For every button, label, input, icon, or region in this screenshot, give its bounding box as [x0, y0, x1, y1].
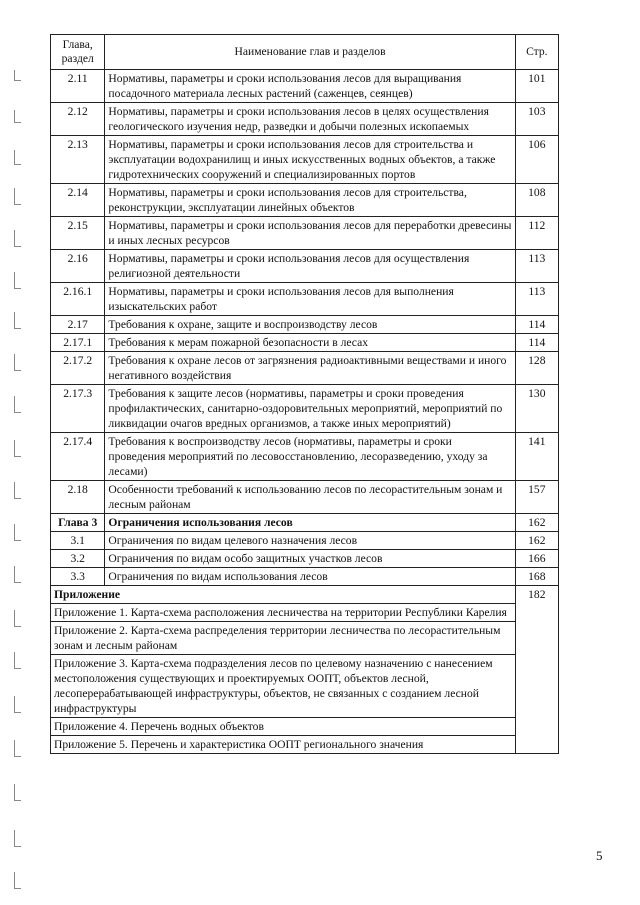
appendix-item: Приложение 1. Карта-схема расположения лесничества на территории Республики Карелия	[51, 604, 516, 622]
row-page: 106	[515, 136, 558, 184]
appendix-item-row	[51, 622, 559, 655]
row-page: 103	[515, 103, 558, 136]
row-num: 2.14	[51, 184, 105, 217]
row-page: 141	[515, 433, 558, 481]
row-title: Ограничения по видам особо защитных участков лесов	[105, 550, 515, 568]
table-row	[51, 433, 559, 481]
appendix-page: 182	[515, 586, 558, 754]
appendix-title: Приложение	[51, 586, 516, 604]
binding-mark	[14, 70, 21, 81]
row-title: Нормативы, параметры и сроки использования лесов в целях осуществления геологического изучения недр, разведки и добычи полезных ископаемых	[105, 103, 515, 136]
binding-mark	[14, 440, 21, 457]
table-row	[51, 316, 559, 334]
binding-mark	[14, 396, 21, 413]
row-page: 157	[515, 481, 558, 514]
table-row	[51, 217, 559, 250]
table-row	[51, 103, 559, 136]
row-num: 2.16.1	[51, 283, 105, 316]
binding-mark	[14, 784, 21, 801]
row-page: 162	[515, 532, 558, 550]
table-of-contents	[50, 34, 559, 754]
table-header-row	[51, 35, 559, 70]
row-num: 2.17.4	[51, 433, 105, 481]
appendix-item-row	[51, 604, 559, 622]
appendix-item-row	[51, 718, 559, 736]
row-page: 130	[515, 385, 558, 433]
row-title: Нормативы, параметры и сроки использования лесов для строительства и эксплуатации водохранилищ и иных искусственных водных объектов, а также гидротехнических сооружений и специализированных портов	[105, 136, 515, 184]
row-page: 168	[515, 568, 558, 586]
row-page: 128	[515, 352, 558, 385]
row-page: 114	[515, 334, 558, 352]
row-title: Ограничения по видам целевого назначения лесов	[105, 532, 515, 550]
binding-mark	[14, 150, 21, 165]
row-title: Требования к воспроизводству лесов (нормативы, параметры и сроки проведения мероприятий по лесовосстановлению, лесоразведению, уходу за лесами)	[105, 433, 515, 481]
appendix-item: Приложение 3. Карта-схема подразделения лесов по целевому назначению с нанесением местоположения существующих и проектируемых ООПТ, объектов лесной, лесоперерабатывающей инфраструктуры, объектов, не связанных с созданием лесной инфраструктуры	[51, 655, 516, 718]
chapter-num: Глава 3	[51, 514, 105, 532]
table-row	[51, 385, 559, 433]
row-page: 112	[515, 217, 558, 250]
binding-mark	[14, 312, 21, 329]
binding-mark	[14, 230, 21, 247]
appendix-row	[51, 586, 559, 604]
row-page: 113	[515, 250, 558, 283]
table-row	[51, 136, 559, 184]
row-title: Требования к охране лесов от загрязнения радиоактивными веществами и иного негативного воздействия	[105, 352, 515, 385]
row-num: 2.17.1	[51, 334, 105, 352]
row-title: Ограничения по видам использования лесов	[105, 568, 515, 586]
binding-mark	[14, 354, 21, 371]
row-title: Требования к охране, защите и воспроизводству лесов	[105, 316, 515, 334]
binding-mark	[14, 696, 21, 713]
row-num: 2.15	[51, 217, 105, 250]
binding-mark	[14, 872, 21, 889]
row-page: 101	[515, 70, 558, 103]
row-num: 2.17.2	[51, 352, 105, 385]
row-num: 2.13	[51, 136, 105, 184]
table-row	[51, 568, 559, 586]
row-page: 166	[515, 550, 558, 568]
row-num: 3.2	[51, 550, 105, 568]
binding-mark	[14, 830, 21, 847]
row-num: 2.11	[51, 70, 105, 103]
row-num: 2.17.3	[51, 385, 105, 433]
row-page: 108	[515, 184, 558, 217]
page-number: 5	[596, 848, 603, 863]
table-row	[51, 532, 559, 550]
row-title: Особенности требований к использованию лесов по лесорастительным зонам и лесным районам	[105, 481, 515, 514]
appendix-item: Приложение 2. Карта-схема распределения территории лесничества по лесорастительным зонам и лесным районам	[51, 622, 516, 655]
table-row	[51, 283, 559, 316]
header-page: Стр.	[515, 35, 558, 70]
binding-mark	[14, 188, 21, 205]
row-num: 3.3	[51, 568, 105, 586]
row-num: 2.16	[51, 250, 105, 283]
header-num: Глава, раздел	[51, 35, 105, 70]
row-num: 2.18	[51, 481, 105, 514]
table-row	[51, 481, 559, 514]
table-row	[51, 250, 559, 283]
row-num: 2.12	[51, 103, 105, 136]
row-page: 113	[515, 283, 558, 316]
binding-mark	[14, 566, 21, 583]
header-title: Наименование глав и разделов	[105, 35, 515, 70]
table-row	[51, 184, 559, 217]
chapter-title: Ограничения использования лесов	[105, 514, 515, 532]
binding-mark	[14, 610, 21, 627]
appendix-item: Приложение 5. Перечень и характеристика ООПТ регионального значения	[51, 736, 516, 754]
table-row	[51, 70, 559, 103]
row-title: Нормативы, параметры и сроки использования лесов для выращивания посадочного материала лесных растений (саженцев, сеянцев)	[105, 70, 515, 103]
table-row	[51, 352, 559, 385]
appendix-item: Приложение 4. Перечень водных объектов	[51, 718, 516, 736]
binding-mark	[14, 652, 21, 669]
binding-mark	[14, 482, 21, 499]
chapter-row	[51, 514, 559, 532]
binding-mark	[14, 110, 21, 123]
row-num: 2.17	[51, 316, 105, 334]
row-title: Требования к защите лесов (нормативы, параметры и сроки проведения профилактических, санитарно-оздоровительных мероприятий, мероприятий по ликвидации очагов вредных организмов, а также иных мероприятий)	[105, 385, 515, 433]
table-row	[51, 334, 559, 352]
chapter-page: 162	[515, 514, 558, 532]
table-row	[51, 550, 559, 568]
row-title: Нормативы, параметры и сроки использования лесов для переработки древесины и иных лесных ресурсов	[105, 217, 515, 250]
row-title: Требования к мерам пожарной безопасности в лесах	[105, 334, 515, 352]
binding-mark	[14, 740, 21, 757]
row-title: Нормативы, параметры и сроки использования лесов для осуществления религиозной деятельности	[105, 250, 515, 283]
binding-mark	[14, 524, 21, 541]
row-title: Нормативы, параметры и сроки использования лесов для выполнения изыскательских работ	[105, 283, 515, 316]
appendix-item-row	[51, 736, 559, 754]
row-title: Нормативы, параметры и сроки использования лесов для строительства, реконструкции, эксплуатации линейных объектов	[105, 184, 515, 217]
row-page: 114	[515, 316, 558, 334]
appendix-item-row	[51, 655, 559, 718]
binding-mark	[14, 272, 21, 289]
row-num: 3.1	[51, 532, 105, 550]
